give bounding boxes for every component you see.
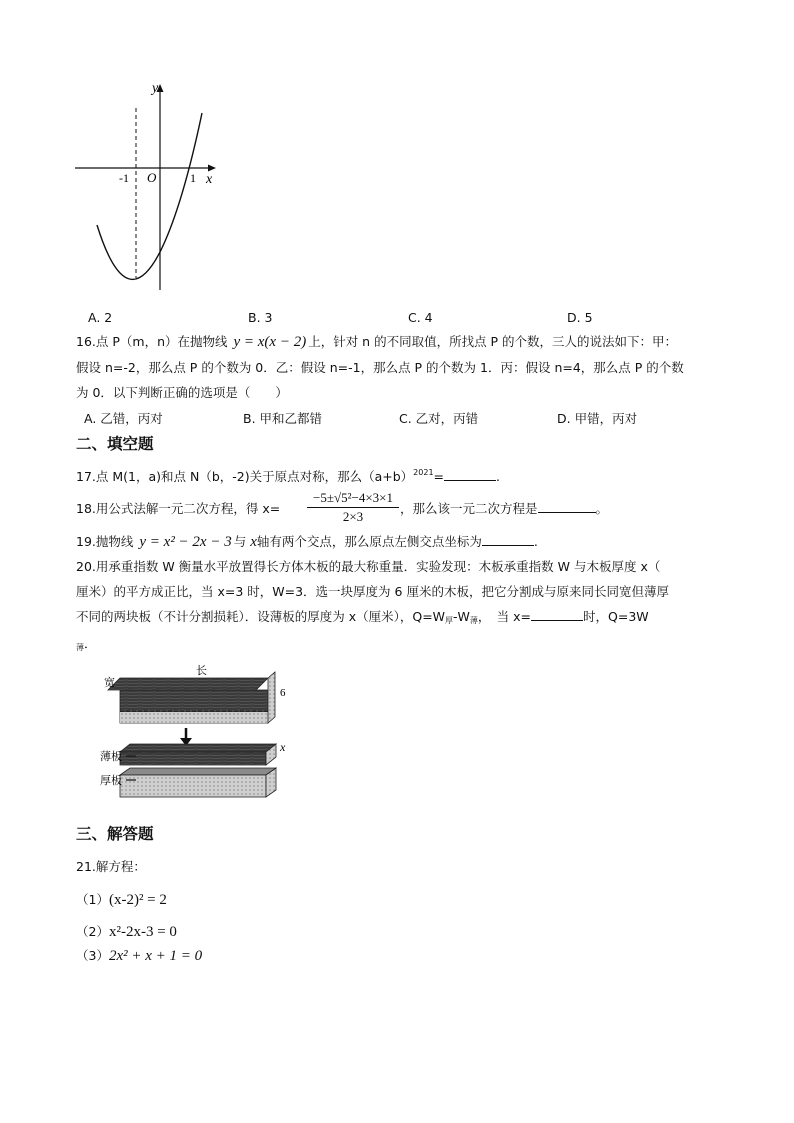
q18-fraction <box>305 490 401 525</box>
q21-item-3 <box>76 946 202 965</box>
parabola-curve <box>97 113 202 279</box>
q19-end: . <box>533 534 538 549</box>
q21-item-1 <box>76 890 167 909</box>
q15-option-c: C. 4 <box>408 310 433 325</box>
tick-label-one: 1 <box>190 171 196 185</box>
q17-blank <box>444 468 496 481</box>
q20-line-4 <box>76 634 97 653</box>
q19-line <box>76 532 538 551</box>
thick-board-top <box>120 768 276 775</box>
q18-denominator: 2×3 <box>342 509 364 524</box>
q20-line-3-c: ， 当 x= <box>477 609 532 624</box>
thick-board-front <box>120 775 266 797</box>
section-fill-in-title: 二、填空题 <box>76 435 154 453</box>
q20-line-3-d: 时，Q=3W <box>583 609 649 624</box>
q17-text: 17.点 M(1，a)和点 N（b，-2)关于原点对称，那么（a+b） <box>76 469 414 484</box>
q20-line-2: 厘米）的平方成正比，当 x=3 时，W=3．选一块厚度为 6 厘米的木板，把它分割成与原来同长同宽但薄厚 <box>76 584 669 599</box>
q18-prefix: 18.用公式法解一元二次方程，得 x= <box>76 501 281 516</box>
x-axis-arrow <box>208 165 216 172</box>
q16-line-3: 为 0．以下判断正确的选项是（ ） <box>76 385 288 400</box>
q16-option-c: C. 乙对，丙错 <box>399 411 479 426</box>
thin-board-label: 薄板 <box>100 751 122 763</box>
q18-fraction-bar <box>307 507 399 508</box>
q20-line-1: 20.用承重指数 W 衡量水平放置得长方体木板的最大称重量．实验发现：木板承重指数 W 与木板厚度 x（ <box>76 559 661 574</box>
q20-line-4-sub: 薄 <box>76 643 84 652</box>
thin-board-top <box>120 744 276 752</box>
board-front-lower <box>120 712 268 723</box>
q16-option-d: D. 甲错，丙对 <box>557 411 638 426</box>
q21-item-1-num: （1） <box>76 892 109 907</box>
thin-board-front <box>120 752 266 765</box>
q21-item-2-eq: x²-2x-3 = 0 <box>108 924 177 940</box>
q20-line-4-end: ． <box>84 636 97 651</box>
q18-suffix-line <box>400 499 608 517</box>
q19-prefix: 19.抛物线 <box>76 534 134 549</box>
q19-blank <box>482 533 534 546</box>
q15-option-b: B. 3 <box>248 310 273 325</box>
q18-suffix: ，那么该一元二次方程是 <box>400 501 538 516</box>
q16-option-a: A. 乙错，丙对 <box>84 411 163 426</box>
q19-formula: y = x² − 2x − 3 <box>139 534 232 550</box>
y-axis-label: y <box>152 81 159 96</box>
q15-option-a: A. 2 <box>88 310 113 325</box>
q21-item-1-eq: (x-2)² = 2 <box>108 892 167 908</box>
q17-equals: = <box>433 469 445 484</box>
x-axis-label: x <box>206 172 213 187</box>
q16-option-b: B. 甲和乙都错 <box>243 411 323 426</box>
q20-blank <box>531 608 583 621</box>
q18-blank <box>538 500 596 513</box>
q19-middle: 与 <box>233 534 247 549</box>
board-thickness-label: 6 <box>280 687 286 699</box>
q17-end: . <box>496 469 500 484</box>
q20-line-3 <box>76 607 649 626</box>
parabola-graph <box>70 78 230 296</box>
q18-end: 。 <box>595 501 609 516</box>
q16-line-2: 假设 n=-2，那么点 P 的个数为 0．乙：假设 n=-1，那么点 P 的个数为 1．丙：假设 n=4，那么点 P 的个数 <box>76 360 684 375</box>
q16-line-1 <box>76 332 677 351</box>
board-side-face <box>268 672 275 723</box>
q20-line-3-b: -W <box>453 609 470 624</box>
q16-formula: y = x(x − 2) <box>233 334 307 350</box>
thin-thickness-label: x <box>280 740 286 754</box>
q21-title: 21.解方程： <box>76 859 146 874</box>
board-top-face <box>108 678 268 690</box>
q21-item-3-eq: 2x² + x + 1 = 0 <box>108 948 203 964</box>
q21-item-3-num: （3） <box>76 948 109 963</box>
q20-line-3-a: 不同的两块板（不计分割损耗）．设薄板的厚度为 x（厘米），Q=W <box>76 609 446 624</box>
board-width-label: 宽 <box>104 677 115 689</box>
q19-xvar: x <box>250 534 257 550</box>
q21-item-2-num: （2） <box>76 924 109 939</box>
q18-numerator: −5±√5²−4×3×1 <box>313 490 393 505</box>
q15-option-d: D. 5 <box>567 310 593 325</box>
origin-label: O <box>147 170 157 185</box>
q17-exponent: 2021 <box>413 468 434 477</box>
q16-prefix: 16.点 P（m，n）在抛物线 <box>76 334 228 349</box>
section-solution-title: 三、解答题 <box>76 825 154 843</box>
board-length-label: 长 <box>196 665 207 677</box>
q20-sub-thin: 薄 <box>469 616 478 625</box>
tick-label-neg-one: -1 <box>119 171 129 185</box>
q19-suffix: 轴有两个交点，那么原点左侧交点坐标为 <box>256 534 482 549</box>
q21-item-2 <box>76 922 177 941</box>
q17-line <box>76 467 500 485</box>
board-figure <box>100 664 300 806</box>
thick-board-label: 厚板 <box>100 775 122 787</box>
q16-suffix: 上，针对 n 的不同取值，所找点 P 的个数，三人的说法如下：甲： <box>308 334 678 349</box>
q20-sub-thick: 厚 <box>445 616 454 625</box>
